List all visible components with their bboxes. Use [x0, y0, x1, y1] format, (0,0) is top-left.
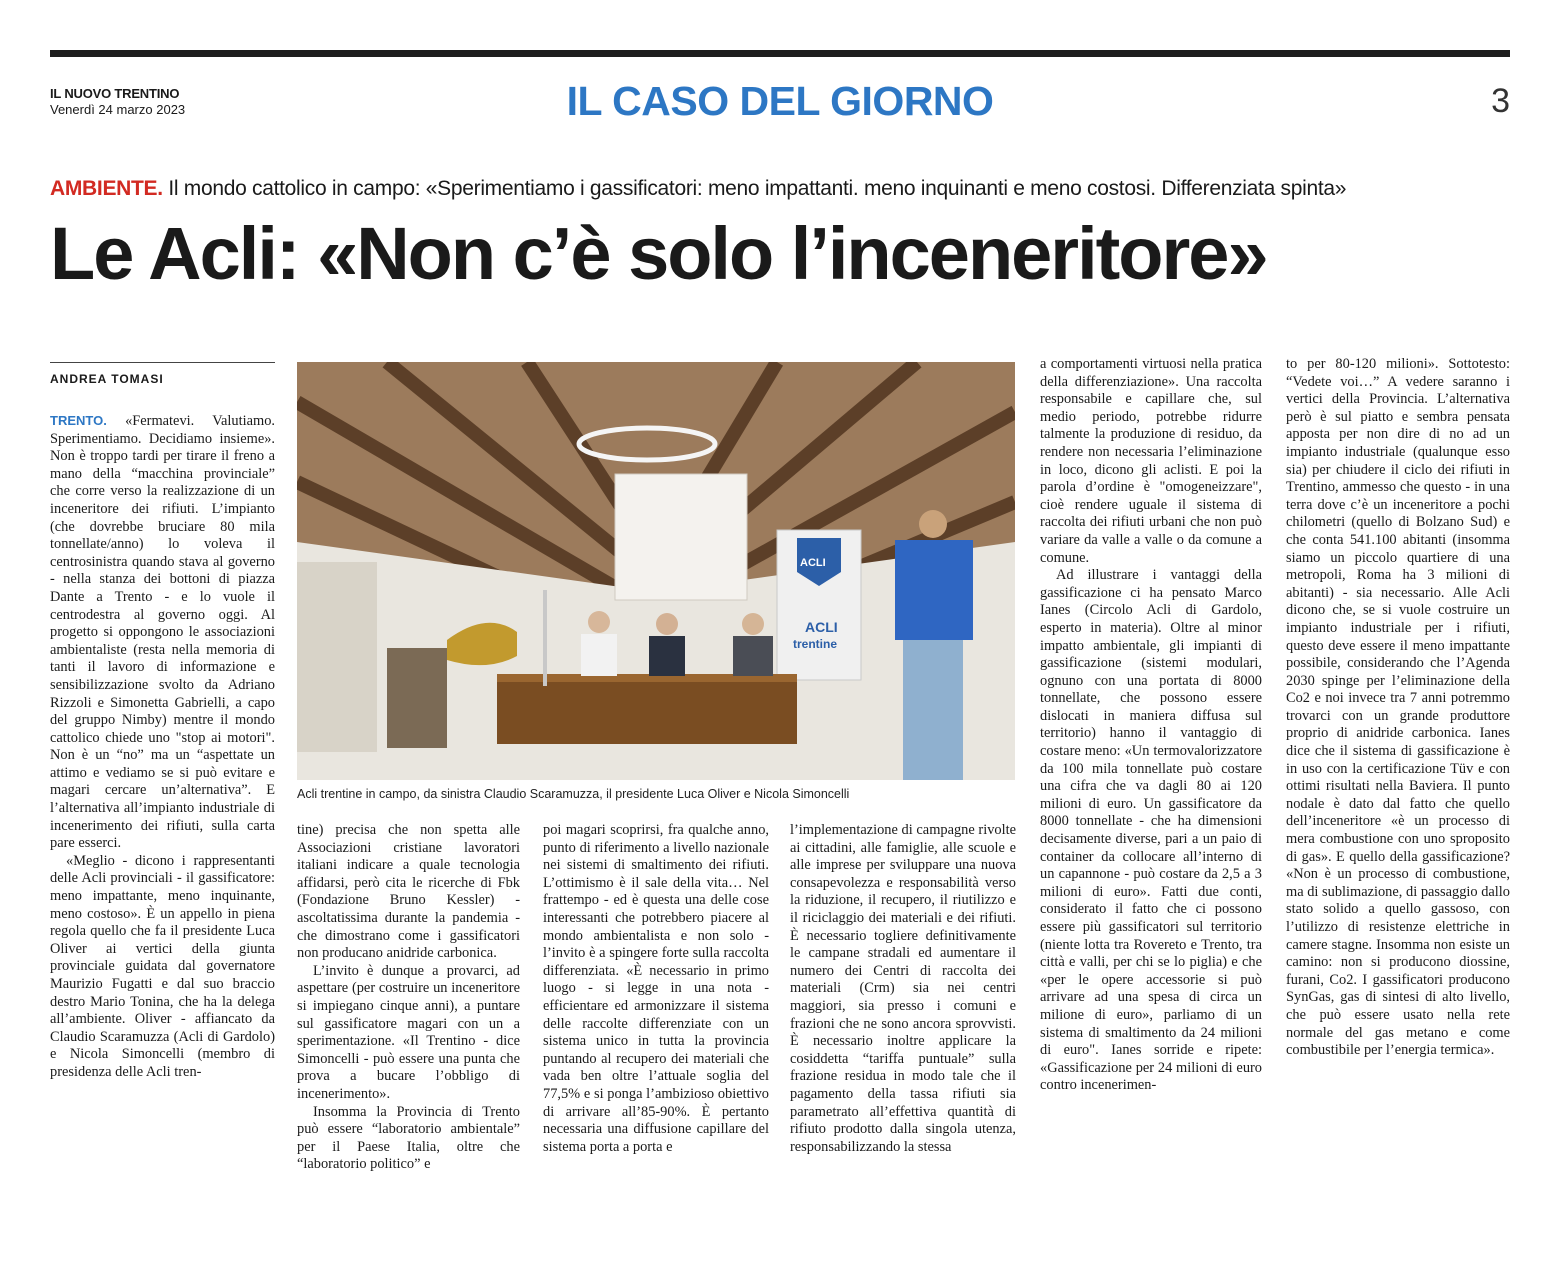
column-4 — [790, 822, 1016, 1257]
photo-flagpole — [543, 590, 547, 686]
photo-banner-text: ACLI — [800, 557, 826, 569]
paragraph: poi magari scoprirsi, fra qualche anno, punto di riferimento a livello nazionale nei sistemi di smaltimento dei rifiuti. L’ottimismo è il sale della vita… Nel frattempo - ed è questa una delle cose interessanti che potrebbero piacere al mondo ambientalista e non solo - l’invito è a spingere forte sulla raccolta differenziata. «È necessario in primo luogo - si legge in una nota - efficientare ed armonizzare il sistema delle raccolte differenziate con un sistema unico in tutta la provincia puntando al recupero dei materiali che vada ben oltre l’attuale soglia del 77,5% e si ponga l’ambizioso obiettivo di arrivare all’85-90%. È pertanto necessaria una diffusione capillare del sistema porta a porta e — [543, 822, 769, 1155]
column-3 — [543, 822, 769, 1257]
headline: Le Acli: «Non c’è solo l’inceneritore» — [50, 212, 1267, 295]
top-rule — [50, 50, 1510, 57]
paragraph-text: «Fermatevi. Valutiamo. Sperimentiamo. Decidiamo insieme». Non è troppo tardi per tirare il freno a mano della “macchina provinciale” che corre verso la realizzazione di un inceneritore dei rifiuti. L’impianto (che dovrebbe bruciare 80 mila tonnellate/anno) lo voleva il centrosinistra quando stava al governo - nella stanza dei bottoni di piazza Dante a Trento - e lo vuole il centrodestra al governo oggi. Al progetto si oppongono le associazioni ambientaliste (resta nella memoria di tanti il lavoro di informazione e sensibilizzazione svolto da Adriano Rizzoli e Simonetta Gabrielli, a capo del gruppo Nimby) mentre il mondo cattolico chiede uno "stop ai motori". Non è un “no” ma un “aspettate un attimo e vediamo se si può evitare e magari cercare un’alternativa”. E l’alternativa all’impianto industriale di incenerimento dei rifiuti, sulla carta pare esserci. — [50, 413, 275, 852]
paragraph: Ad illustrare i vantaggi della gassificazione ci ha pensato Marco Ianes (Circolo Acli di Gardolo, esperto in materia). Oltre al minor impatto ambientale, gli impianti di gassificazione (sistemi modulari, ognuno con una portata di 8000 tonnellate, che possono essere dislocati in maniera diffusa sul territorio) hanno il vantaggio di costare meno: «Un termovalorizzatore da 100 mila tonnellate può costare una cifra che va dagli 80 ai 120 milioni di euro. Un gassificatore da 8000 tonnellate - che ha dimensioni decisamente diverse, pari a un paio di container da collocare all’interno di un capannone - può costare da 2,5 a 3 milioni di euro». Fatti due conti, considerato il fatto che ci possono essere più gassificatori sul territorio (niente lotta tra Rovereto e Trento, tra città e valli, per chi se lo piglia) e che «per le opere accessorie si può arrivare ad una spesa di circa un milione di euro», parliamo di un sistema di smaltimento da 24 milioni di euro". Ianes sorride e ripete: «Gassificazione per 24 milioni di euro contro incenerimen- — [1040, 567, 1262, 1094]
byline-rule — [50, 362, 275, 363]
kicker-text: Il mondo cattolico in campo: «Sperimentiamo i gassificatori: meno impattanti. meno inquinanti e meno costosi. Differenziata spinta» — [162, 177, 1347, 200]
paragraph: to per 80-120 milioni». Sottotesto: “Vedete voi…” A vedere saranno i vertici della Provincia. L’alternativa però è sul piatto e sembra pensata apposta per non dire di no ad un impianto industriale (qualunque esso sia) per chiudere il ciclo dei rifiuti in Trentino, ammesso che questo - in una terra dove c’è un inceneritore a pochi chilometri (quello di Bolzano Sud) e che conta 541.100 abitanti (insomma siamo un piccolo quartiere di una metropoli, Roma ha 3 milioni di abitanti) - sia necessario. Alle Acli dicono che, se si vuole costruire un impianto industriale per i rifiuti, questo deve essere il meno impattante possibile, considerando che l’Agenda 2030 spinge per l’eliminazione della Co2 e noi invece tra 7 anni potremmo trovarci con un grande produttore proprio di anidride carbonica. Ianes dice che il sistema di gassificazione è in uso con la certificazione Tüv e con ottimi risultati nella Baviera. Il punto nodale è dato dal fatto che quello dell’inceneritore «è un processo di mera combustione con uno sproposito di gas». E quello della gassificazione? «Non è un processo di combustione, ma di sublimazione, di passaggio dallo stato solido a quello gassoso, con l’utilizzo di resistenze elettriche in camere stagne. Insomma non esiste un camino: non si producono diossine, furani, Co2. I gassificatori producono SynGas, gas di sintesi di alto livello, che può essere usato nella rete normale del gas metano e come combustibile per l’energia termica». — [1286, 356, 1510, 1059]
paragraph: l’implementazione di campagne rivolte ai cittadini, alle famiglie, alle scuole e alle imprese per sviluppare una nuova consapevolezza e responsabilità verso la riduzione, il recupero, il riutilizzo e il riciclaggio dei materiali e dei rifiuti. È necessario togliere definitivamente le campane stradali ed aumentare il numero dei Centri di raccolta dei materiali (Crm) sia nei centri maggiori, sia presso i comuni e frazioni che ne sono ancora sprovvisti. È necessario inoltre applicare la cosiddetta “tariffa puntuale” sulla frazione residua in modo tale che il pagamento della tassa rifiuti sia parametrato all’effettiva quantità di rifiuto prodotto dalla singola utenza, responsabilizzando la stessa — [790, 822, 1016, 1155]
photo-caption: Acli trentine in campo, da sinistra Claudio Scaramuzza, il presidente Luca Oliver e Nicola Simoncelli — [297, 787, 850, 801]
kicker-tag: AMBIENTE. — [50, 177, 163, 200]
paragraph: L’invito è dunque a provarci, ad aspettare (per costruire un inceneritore si impiegano cinque anni), a puntare sul gassificatore magari con un a sperimentazione. «Il Trentino - dice Simoncelli - può essere una punta che prova a bucare l’obbligo di incenerimento». — [297, 962, 520, 1102]
masthead: IL NUOVO TRENTINO — [50, 86, 180, 101]
paragraph — [50, 412, 275, 853]
photo-banner-sub: trentine — [793, 637, 838, 651]
section-title: IL CASO DEL GIORNO — [566, 78, 994, 124]
column-1 — [50, 412, 275, 1257]
photo-table — [497, 680, 797, 744]
photo-banner-acli: ACLI — [805, 619, 838, 635]
article-photo — [297, 362, 1015, 780]
issue-date: Venerdì 24 marzo 2023 — [50, 102, 186, 117]
conference-photo — [297, 362, 1015, 780]
column-6 — [1286, 356, 1510, 1257]
column-2 — [297, 822, 520, 1257]
kicker — [50, 177, 1346, 201]
photo-person-scaramuzza — [588, 611, 610, 633]
photo-bookshelf — [297, 562, 377, 752]
paragraph: «Meglio - dicono i rappresentanti delle Acli provinciali - il gassificatore: meno impattante, meno inquinante, meno costoso». È un appello in piena regola quello che fa il presidente Luca Oliver ai vertici della giunta provinciale guidata dal governatore Maurizio Fugatti e dal suo braccio destro Mario Tonina, che ha la delega all’ambiente. Oliver - affiancato da Claudio Scaramuzza (Acli di Gardolo) e Nicola Simoncelli (membro di presidenza delle Acli tren- — [50, 852, 275, 1080]
page-number: 3 — [1491, 82, 1510, 120]
column-5 — [1040, 356, 1262, 1257]
byline: ANDREA TOMASI — [50, 372, 164, 386]
paragraph: a comportamenti virtuosi nella pratica della differenziazione». Una raccolta responsabile e capillare che, sul medio periodo, potrebbe ridurre talmente la produzione di residuo, da rendere non necessaria l’eliminazione in loco, dicono gli aclisti. E poi la parola d’ordine è "omogeneizzare", cioè rendere uguale il sistema di raccolta dei rifiuti urbani che non può variare da valle a valle o da comune a comune. — [1040, 356, 1262, 566]
photo-person-simoncelli — [742, 613, 764, 635]
dateline-place: TRENTO. — [50, 413, 107, 428]
photo-person-oliver — [656, 613, 678, 635]
photo-woman — [919, 510, 947, 538]
paragraph: Insomma la Provincia di Trento può essere “laboratorio ambientale” per il Paese Italia, oltre che “laboratorio politico” e — [297, 1103, 520, 1173]
photo-projection-screen — [615, 474, 747, 600]
paragraph: tine) precisa che non spetta alle Associazioni cristiane lavoratori italiani indicare a quale tecnologia affidarsi, però cita le ricerche di Fbk (Fondazione Bruno Kessler) - ascoltatissima durante la pandemia - che dimostrano come i gassificatori non producano anidride carbonica. — [297, 822, 520, 962]
